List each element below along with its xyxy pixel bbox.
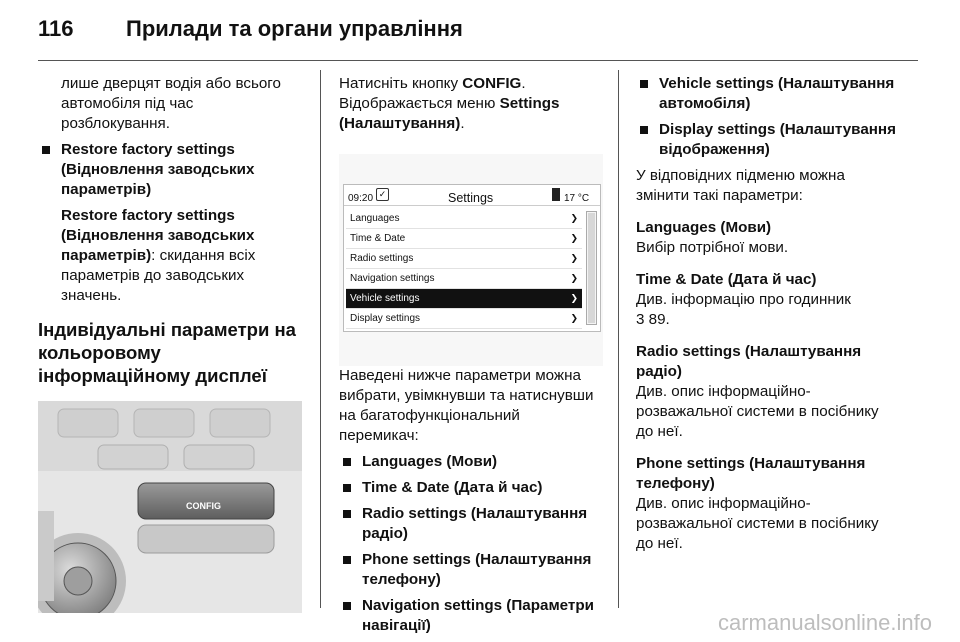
page-header xyxy=(38,8,918,48)
dashboard-photo xyxy=(38,401,302,613)
restore-description xyxy=(38,206,302,306)
chevron-right-icon: ❯ xyxy=(570,273,578,283)
menu-shown-text: Відображається меню Settings (Налаштування). xyxy=(339,95,560,132)
clock-icon: ✓ xyxy=(376,188,389,201)
section-heading: Індивідуальні параметри на кольоровому інформаційному дисплеї xyxy=(38,319,296,386)
screen-title: Settings xyxy=(448,191,494,205)
bullet-navigation-settings: Navigation settings (Параметри навігації) xyxy=(339,596,603,636)
screen-menu-item[interactable]: Time & Date ❯ xyxy=(346,229,582,249)
screen-temperature: 17 °C xyxy=(564,193,590,204)
screen-scrollbar[interactable] xyxy=(586,211,597,325)
screen-menu-item-selected[interactable]: Vehicle settings ❯ xyxy=(346,289,582,309)
bullet-phone-settings: Phone settings (Налаштування телефону) xyxy=(339,550,603,590)
column-divider-2 xyxy=(618,70,619,608)
press-config-text: Натисніть кнопку CONFIG. xyxy=(339,75,526,92)
bullet-display-settings: Display settings (Налаштування відображення) xyxy=(636,120,900,160)
settings-screen-figure xyxy=(339,154,603,366)
screen-menu-item[interactable]: Radio settings ❯ xyxy=(346,249,582,269)
submenu-intro: У відповідних підменю можна змінити такі параметри: xyxy=(636,167,845,204)
bullet-radio-settings: Radio settings (Налаштування радіо) xyxy=(339,504,603,544)
screen-menu-item[interactable]: Navigation settings ❯ xyxy=(346,269,582,289)
chevron-right-icon: ❯ xyxy=(570,213,578,223)
config-button-label: CONFIG xyxy=(186,501,221,511)
settings-term: Settings (Налаштування) xyxy=(339,95,560,132)
bullet-square-icon xyxy=(343,556,351,564)
bullet-square-icon xyxy=(343,510,351,518)
chevron-right-icon: ❯ xyxy=(570,253,578,263)
watermark: carmanualsonline.info xyxy=(717,610,932,635)
screen-time: 09:20 xyxy=(348,193,374,204)
bullet-vehicle-settings: Vehicle settings (Налаштування автомобіля) xyxy=(636,74,900,114)
screen-menu-item[interactable]: Languages ❯ xyxy=(346,209,582,229)
bullet-square-icon xyxy=(343,458,351,466)
column-divider-1 xyxy=(320,70,321,608)
continuation-text: лише дверцят водія або всього автомобіля під час розблокування. xyxy=(61,75,281,132)
bullet-square-icon xyxy=(42,146,50,154)
bullet-time-date: Time & Date (Дата й час) xyxy=(339,478,603,498)
settings-screen xyxy=(343,184,601,332)
screen-menu-list xyxy=(346,209,582,329)
entry-body-radio: Див. опис інформаційно-розважальної системи в посібнику до неї. xyxy=(636,383,879,440)
column-2 xyxy=(339,74,603,636)
bullet-square-icon xyxy=(343,602,351,610)
entry-title-radio: Radio settings (Налаштування радіо) xyxy=(636,343,862,380)
config-term: CONFIG xyxy=(462,75,522,92)
page-reference[interactable]: 3 89. xyxy=(636,311,670,328)
page-number: 116 xyxy=(38,16,74,41)
restore-term: Restore factory settings (Відновлення заводських параметрів) xyxy=(61,207,255,264)
restore-text: : скидання всіх параметрів до заводських значень. xyxy=(61,247,256,304)
bullet-languages: Languages (Мови) xyxy=(339,452,603,472)
bullet-square-icon xyxy=(640,126,648,134)
entry-body-time-date: Див. інформацію про годинник xyxy=(636,291,851,308)
bullet-restore-factory xyxy=(38,140,302,200)
selectable-params-text: Наведені нижче параметри можна вибрати, увімкнувши та натиснувши на багатофункціональний перемикач: xyxy=(339,367,594,444)
bullet-text: Restore factory settings (Відновлення заводських параметрів) xyxy=(61,141,255,198)
entry-body-phone: Див. опис інформаційно-розважальної системи в посібнику до неї. xyxy=(636,495,879,552)
screen-status-bar xyxy=(344,185,600,206)
column-1 xyxy=(38,74,302,613)
bullet-square-icon xyxy=(343,484,351,492)
entry-title-phone: Phone settings (Налаштування телефону) xyxy=(636,455,866,492)
screen-menu-item[interactable]: Display settings ❯ xyxy=(346,309,582,329)
chevron-right-icon: ❯ xyxy=(570,313,578,323)
scrollbar-thumb[interactable] xyxy=(588,213,595,323)
header-divider xyxy=(38,60,918,61)
entry-title-languages: Languages (Мови) xyxy=(636,219,772,236)
chevron-right-icon: ❯ xyxy=(570,293,578,303)
column-3 xyxy=(636,74,900,554)
dashboard-illustration xyxy=(38,401,302,613)
bullet-square-icon xyxy=(640,80,648,88)
entry-body-languages: Вибір потрібної мови. xyxy=(636,239,789,256)
page-title: Прилади та органи управління xyxy=(126,16,463,41)
thermometer-icon xyxy=(552,188,560,201)
entry-title-time-date: Time & Date (Дата й час) xyxy=(636,271,817,288)
chevron-right-icon: ❯ xyxy=(570,233,578,243)
